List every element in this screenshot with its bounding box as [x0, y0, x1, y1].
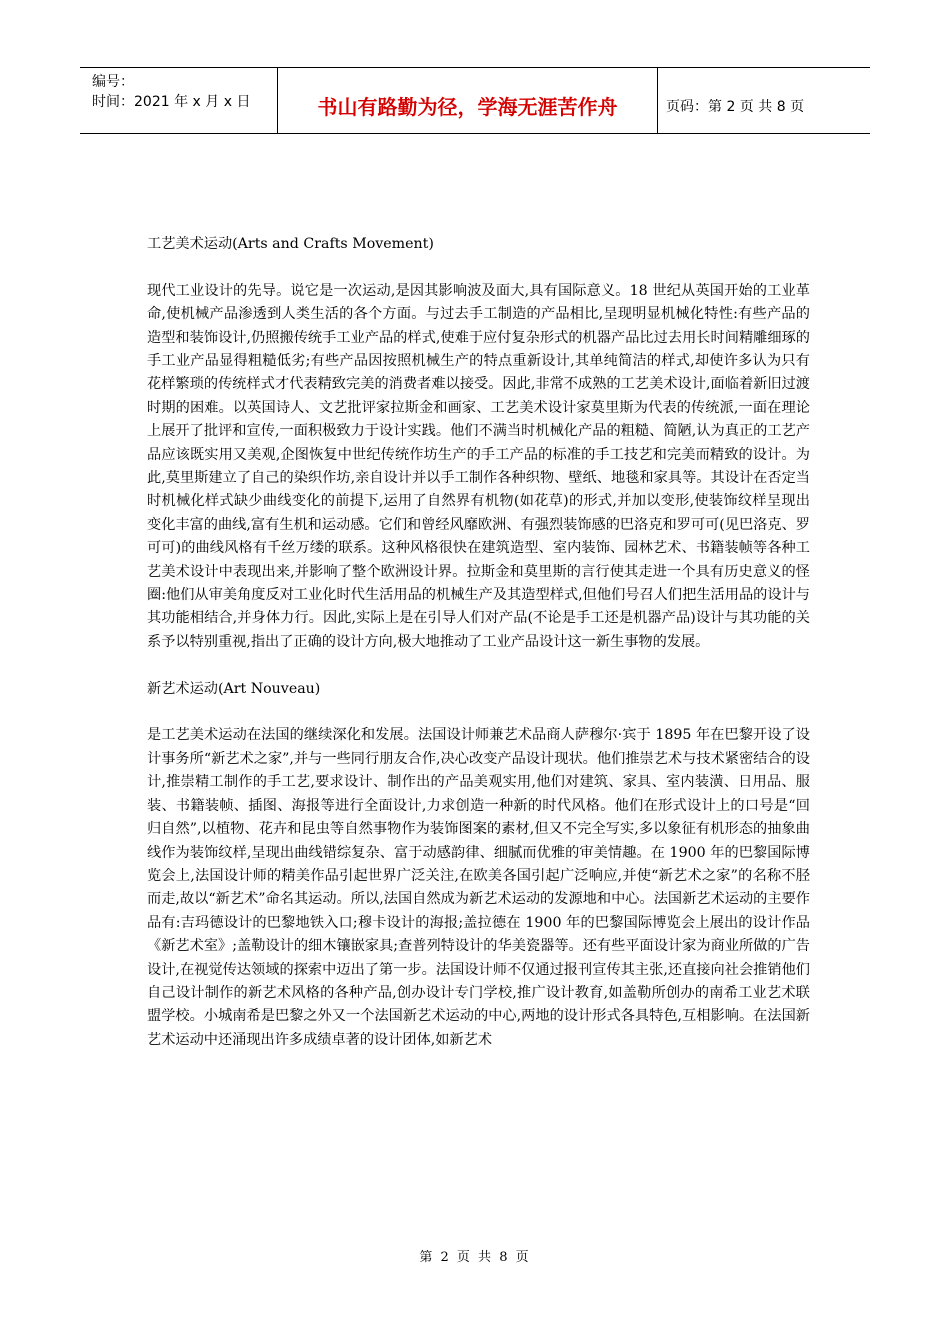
header-motto: 书山有路勤为径，学海无涯苦作舟	[278, 68, 658, 133]
section-body-arts-and-crafts: 现代工业设计的先导。说它是一次运动,是因其影响波及面大,具有国际意义。18 世纪从英国开始的工业革命,使机械产品渗透到人类生活的各个方面。与过去手工制造的产品相比,呈现明显机械化特性:有些产品的造型和装饰设计,仍照搬传统手工业产品的样式,使难于应付复杂形式的机器产品比过去用长时间精雕细琢的手工业产品显得粗糙低劣;有些产品因按照机械生产的特点重新设计,其单纯简洁的样式,却使许多认为只有花样繁琐的传统样式才代表精致完美的消费者难以接受。因此,非常不成熟的工艺美术设计,面临着新旧过渡时期的困难。以英国诗人、文艺批评家拉斯金和画家、工艺美术设计家莫里斯为代表的传统派,一面在理论上展开了批评和宣传,一面积极致力于设计实践。他们不满当时机械化产品的粗糙、简陋,认为真正的工艺产品应该既实用又美观,企图恢复中世纪传统作坊生产的手工产品的标准的手工技艺和完美而精致的设计。为此,莫里斯建立了自己的染织作坊,亲自设计并以手工制作各种织物、壁纸、地毯和家具等。其设计在否定当时机械化样式缺少曲线变化的前提下,运用了自然界有机物(如花草)的形式,并加以变形,使装饰纹样呈现出变化丰富的曲线,富有生机和运动感。它们和曾经风靡欧洲、有强烈装饰感的巴洛克和罗可可(见巴洛克、罗可可)的曲线风格有千丝万缕的联系。这种风格很快在建筑造型、室内装饰、园林艺术、书籍装帧等各种工艺美术设计中表现出来,并影响了整个欧洲设计界。拉斯金和莫里斯的言行使其走进一个具有历史意义的怪圈:他们从审美角度反对工业化时代生活用品的机械生产及其造型样式,但他们号召人们把生活用品的设计与其功能相结合,并身体力行。因此,实际上是在引导人们对产品(不论是手工还是机器产品)设计与其功能的关系予以特别重视,指出了正确的设计方向,极大地推动了工业产品设计这一新生事物的发展。	[147, 282, 810, 650]
section-body-art-nouveau: 是工艺美术运动在法国的继续深化和发展。法国设计师兼艺术品商人萨穆尔·宾于 1895 年在巴黎开设了设计事务所“新艺术之家”,并与一些同行朋友合作,决心改变产品设计现状。他们推崇艺术与技术紧密结合的设计,推崇精工制作的手工艺,要求设计、制作出的产品美观实用,他们对建筑、家具、室内装潢、日用品、服装、书籍装帧、插图、海报等进行全面设计,力求创造一种新的时代风格。他们在形式设计上的口号是“回归自然”,以植物、花卉和昆虫等自然事物作为装饰图案的素材,但又不完全写实,多以象征有机形态的抽象曲线作为装饰纹样,呈现出曲线错综复杂、富于动感韵律、细腻而优雅的审美情趣。在 1900 年的巴黎国际博览会上,法国设计师的精美作品引起世界广泛关注,在欧美各国引起广泛响应,并使“新艺术之家”的名称不胫而走,故以“新艺术”命名其运动。所以,法国自然成为新艺术运动的发源地和中心。法国新艺术运动的主要作品有:吉玛德设计的巴黎地铁入口;穆卡设计的海报;盖拉德在 1900 年的巴黎国际博览会上展出的设计作品《新艺术室》;盖勒设计的细木镶嵌家具;查普列特设计的华美瓷器等。还有些平面设计家为商业所做的广告设计,在视觉传达领域的探索中迈出了第一步。法国设计师不仅通过报刊宣传其主张,还直接向社会推销他们自己设计制作的新艺术风格的各种产品,创办设计专门学校,推广设计教育,如盖勒所创办的南希工业艺术联盟学校。小城南希是巴黎之外又一个法国新艺术运动的中心,两地的设计形式各具特色,互相影响。在法国新艺术运动中还涌现出许多成绩卓著的设计团体,如新艺术	[147, 727, 810, 1048]
page-footer: 第 2 页 共 8 页	[419, 1250, 531, 1265]
document-body	[147, 233, 810, 1052]
section-title-arts-and-crafts: 工艺美术运动(Arts and Crafts Movement)	[147, 236, 434, 252]
page-header	[80, 67, 870, 134]
document-time: 时间：2021 年 x 月 x 日	[92, 94, 251, 110]
header-meta	[80, 68, 278, 133]
document-number: 编号：	[92, 74, 134, 90]
header-page-number: 页码：第 2 页 共 8 页	[666, 98, 805, 115]
section-title-art-nouveau: 新艺术运动(Art Nouveau)	[147, 680, 321, 697]
